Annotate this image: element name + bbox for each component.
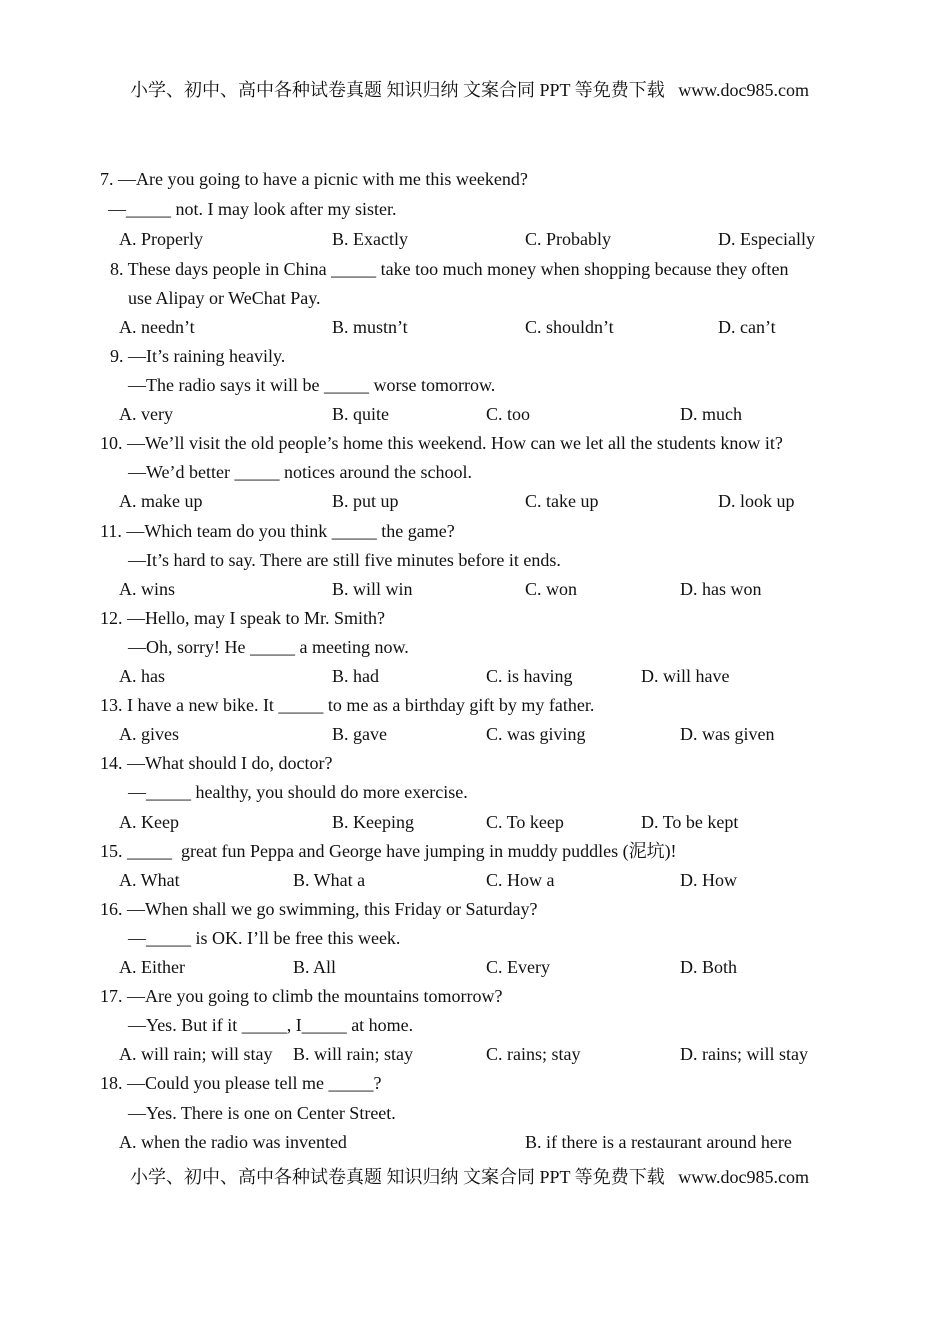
question-16-reply: —_____ is OK. I’ll be free this week.	[128, 928, 401, 948]
q8-option-d[interactable]: D. can’t	[718, 317, 776, 337]
question-17-stem: 17. —Are you going to climb the mountains tomorrow?	[100, 986, 503, 1006]
question-14-reply: —_____ healthy, you should do more exercise.	[128, 782, 468, 802]
q9-option-c[interactable]: C. too	[486, 404, 531, 424]
q11-option-a[interactable]: A. wins	[119, 579, 176, 599]
question-18-stem: 18. —Could you please tell me _____?	[100, 1073, 382, 1093]
q18-option-a[interactable]: A. when the radio was invented	[119, 1132, 347, 1152]
q8-option-a[interactable]: A. needn’t	[119, 317, 195, 337]
q7-option-a[interactable]: A. Properly	[119, 229, 203, 249]
question-7-reply: —_____ not. I may look after my sister.	[108, 199, 397, 219]
q13-option-b[interactable]: B. gave	[332, 724, 387, 744]
question-8-stem: 8. These days people in China _____ take too much money when shopping because they often	[110, 259, 789, 279]
q10-option-b[interactable]: B. put up	[332, 491, 399, 511]
question-18-reply: —Yes. There is one on Center Street.	[128, 1103, 396, 1123]
q7-option-d[interactable]: D. Especially	[718, 229, 815, 249]
q14-option-b[interactable]: B. Keeping	[332, 812, 414, 832]
q16-option-c[interactable]: C. Every	[486, 957, 550, 977]
q11-option-d[interactable]: D. has won	[680, 579, 762, 599]
q17-option-c[interactable]: C. rains; stay	[486, 1044, 581, 1064]
page-header: 小学、初中、高中各种试卷真题 知识归纳 文案合同 PPT 等免费下载 www.doc985.com	[130, 80, 809, 100]
question-15-stem: 15. _____ great fun Peppa and George have jumping in muddy puddles (泥坑)!	[100, 841, 677, 861]
question-9-reply: —The radio says it will be _____ worse tomorrow.	[128, 375, 496, 395]
q13-option-a[interactable]: A. gives	[119, 724, 179, 744]
question-7-stem: 7. —Are you going to have a picnic with me this weekend?	[100, 169, 528, 189]
question-13-stem: 13. I have a new bike. It _____ to me as a birthday gift by my father.	[100, 695, 595, 715]
question-11-stem: 11. —Which team do you think _____ the game?	[100, 521, 455, 541]
q12-option-a[interactable]: A. has	[119, 666, 165, 686]
q14-option-c[interactable]: C. To keep	[486, 812, 564, 832]
q9-option-a[interactable]: A. very	[119, 404, 173, 424]
q8-option-b[interactable]: B. mustn’t	[332, 317, 408, 337]
question-12-reply: —Oh, sorry! He _____ a meeting now.	[128, 637, 409, 657]
q9-option-d[interactable]: D. much	[680, 404, 742, 424]
q14-option-d[interactable]: D. To be kept	[641, 812, 739, 832]
question-10-stem: 10. —We’ll visit the old people’s home this weekend. How can we let all the students know it?	[100, 433, 783, 453]
question-12-stem: 12. —Hello, may I speak to Mr. Smith?	[100, 608, 385, 628]
question-8-stem-cont: use Alipay or WeChat Pay.	[128, 288, 321, 308]
question-9-stem: 9. —It’s raining heavily.	[110, 346, 286, 366]
question-16-stem: 16. —When shall we go swimming, this Friday or Saturday?	[100, 899, 538, 919]
q15-option-d[interactable]: D. How	[680, 870, 737, 890]
q16-option-b[interactable]: B. All	[293, 957, 337, 977]
q10-option-d[interactable]: D. look up	[718, 491, 795, 511]
q9-option-b[interactable]: B. quite	[332, 404, 389, 424]
q18-option-b[interactable]: B. if there is a restaurant around here	[525, 1132, 792, 1152]
page-footer: 小学、初中、高中各种试卷真题 知识归纳 文案合同 PPT 等免费下载 www.doc985.com	[130, 1167, 809, 1187]
q13-option-c[interactable]: C. was giving	[486, 724, 586, 744]
q10-option-c[interactable]: C. take up	[525, 491, 599, 511]
q16-option-a[interactable]: A. Either	[119, 957, 185, 977]
q17-option-b[interactable]: B. will rain; stay	[293, 1044, 413, 1064]
q15-option-c[interactable]: C. How a	[486, 870, 555, 890]
q7-option-c[interactable]: C. Probably	[525, 229, 612, 249]
q15-option-a[interactable]: A. What	[119, 870, 180, 890]
question-17-reply: —Yes. But if it _____, I_____ at home.	[128, 1015, 414, 1035]
q15-option-b[interactable]: B. What a	[293, 870, 366, 890]
q17-option-d[interactable]: D. rains; will stay	[680, 1044, 808, 1064]
q14-option-a[interactable]: A. Keep	[119, 812, 179, 832]
q12-option-d[interactable]: D. will have	[641, 666, 730, 686]
q12-option-b[interactable]: B. had	[332, 666, 379, 686]
q7-option-b[interactable]: B. Exactly	[332, 229, 408, 249]
q13-option-d[interactable]: D. was given	[680, 724, 775, 744]
question-10-reply: —We’d better _____ notices around the school.	[128, 462, 472, 482]
q11-option-c[interactable]: C. won	[525, 579, 578, 599]
q12-option-c[interactable]: C. is having	[486, 666, 573, 686]
question-14-stem: 14. —What should I do, doctor?	[100, 753, 333, 773]
q8-option-c[interactable]: C. shouldn’t	[525, 317, 614, 337]
q17-option-a[interactable]: A. will rain; will stay	[119, 1044, 273, 1064]
question-11-reply: —It’s hard to say. There are still five minutes before it ends.	[128, 550, 561, 570]
q16-option-d[interactable]: D. Both	[680, 957, 738, 977]
q10-option-a[interactable]: A. make up	[119, 491, 203, 511]
q11-option-b[interactable]: B. will win	[332, 579, 413, 599]
